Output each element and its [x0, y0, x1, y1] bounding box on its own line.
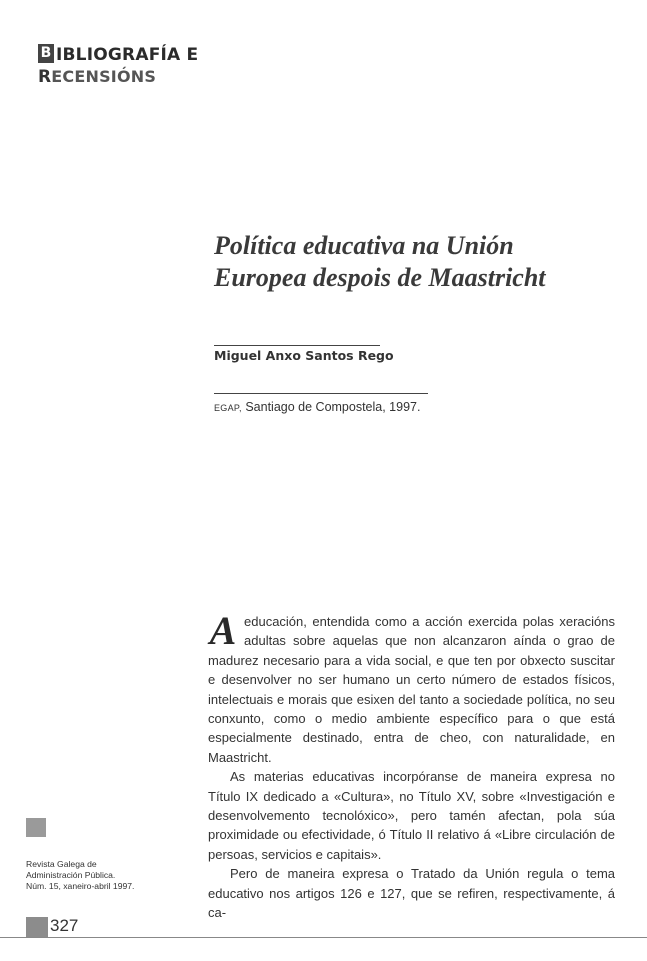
drop-cap: A [209, 608, 237, 653]
paragraph-2: As materias educativas incorpóranse de maneira expresa no Título IX dedicado a «Cultura», no Título XV, sobre «Investigación e desenvolvemento tecnolóxico», pero tamén afectan, pola súa proximidade ou efectividade, ó Título II relativo á «Libre circulación de persoas, servicios e capitais». [208, 769, 615, 862]
section-header-line1 [38, 44, 198, 66]
article-title [214, 230, 614, 294]
author-rule [214, 345, 380, 346]
page-number: 327 [50, 916, 79, 935]
decorative-square [26, 818, 46, 837]
publisher: EGAP, [214, 403, 242, 413]
page-number-box [26, 917, 48, 938]
author-name: Miguel Anxo Santos Rego [214, 348, 394, 363]
section-header-line2 [38, 66, 198, 88]
article-title-line1: Política educativa na Unión [214, 231, 514, 260]
journal-line2: Administración Pública. [26, 870, 116, 880]
article-title-line2: Europea despois de Maastricht [214, 263, 546, 292]
publication-place-year: Santiago de Compostela, 1997. [245, 400, 421, 414]
paragraph-1-text: educación, entendida como a acción exercida polas xeracións adultas sobre aquelas que non alcanzaron aínda o grao de madurez necesario para a vida social, e que ten por obxecto suscitar e desenvolver no ser humano un certo número de estados físicos, intelectuais e morais que esixen del tanto a sociedade política, no seu conxunto, como o medio ambiente específico para o que está especialmente destinado, entra de cheo, con naturalidade, en Maastricht. [208, 614, 615, 765]
journal-citation [26, 859, 134, 892]
publication-info [214, 400, 420, 414]
journal-line1: Revista Galega de [26, 859, 97, 869]
paragraph-1 [208, 608, 615, 767]
article-body [208, 608, 615, 923]
publication-rule [214, 393, 428, 394]
paragraph-3: Pero de maneira expresa o Tratado da Unión regula o tema educativo nos artigos 126 e 127, que se refiren, respectivamente, á ca- [208, 866, 615, 921]
footer-rule [0, 937, 647, 938]
section-header-line2-initial: R [38, 67, 52, 87]
section-header [38, 44, 198, 88]
section-initial-box: B [38, 44, 54, 63]
journal-line3: Núm. 15, xaneiro-abril 1997. [26, 881, 135, 891]
section-header-line2-text: ECENSIÓNS [51, 67, 157, 86]
section-header-line1-text: IBLIOGRAFÍA E [56, 45, 199, 65]
